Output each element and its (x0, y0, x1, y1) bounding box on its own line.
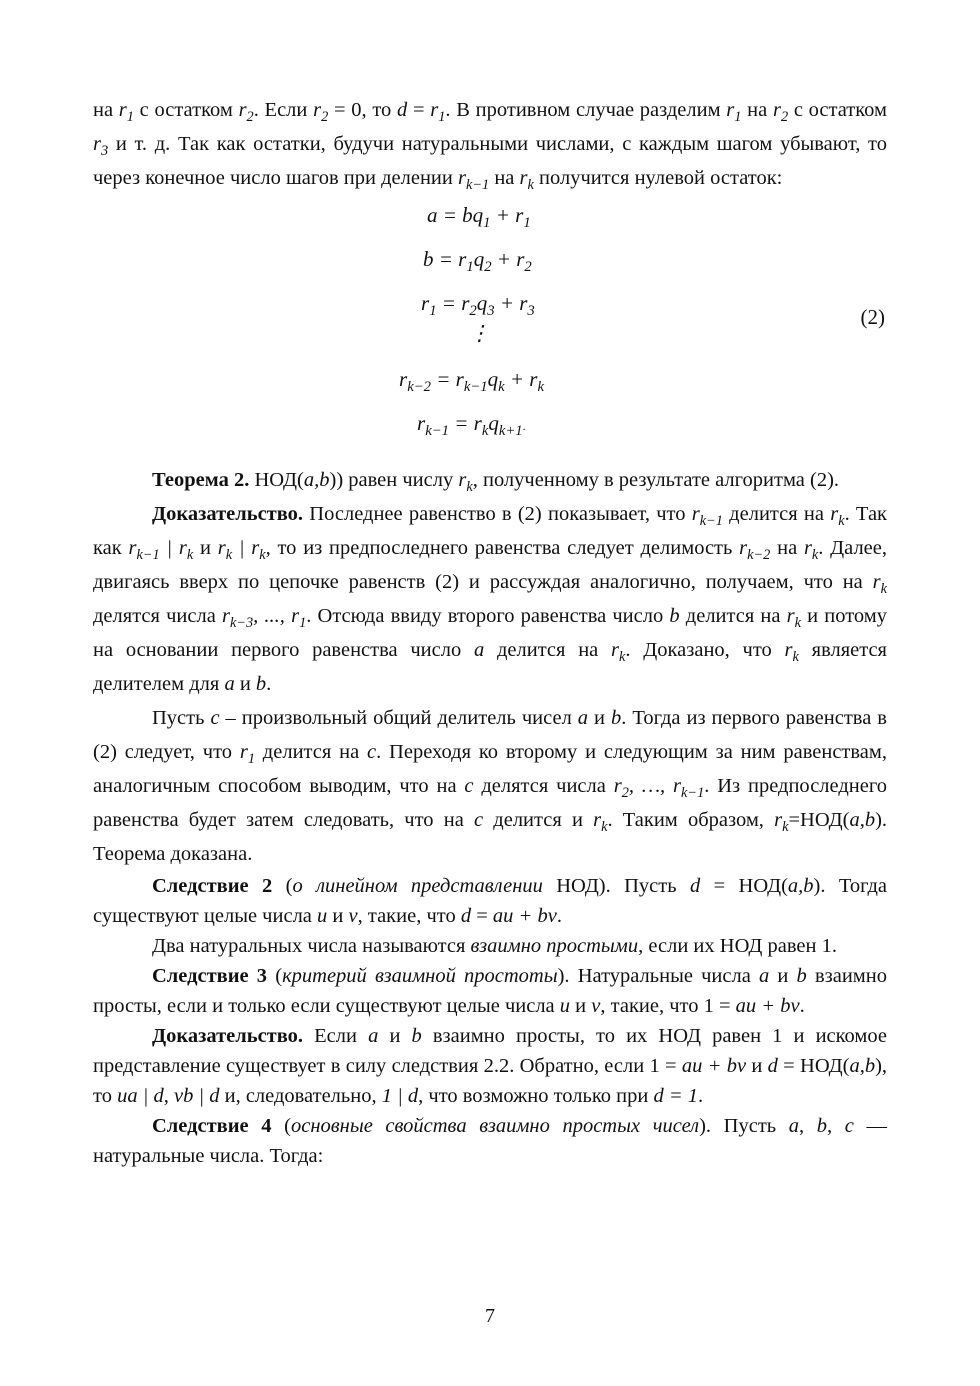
vertical-ellipsis: ⋮ (469, 321, 490, 345)
page-content (93, 93, 887, 1171)
equation-4: $r_{k-2} = r_{k-1}q_k + r_k$ (399, 367, 544, 395)
equation-1: $a = bq_1 + r_1$ (427, 203, 531, 231)
corollary-2: Следствие 2 (о линейном представлении НОД). Пусть d = НОД(a,b). Тогда существуют целые числа u и v, такие, что d = au + bv. (93, 875, 888, 927)
corollary-3: Следствие 3 (критерий взаимной простоты). Натуральные числа a и b взаимно просты, если и только если существуют целые числа u и v, такие, что 1 = au + bv. (93, 965, 887, 1017)
proof-paragraph-1: Доказательство. Последнее равенство в (2) показывает, что $r_{k-1}$ делится на $r_k$. Так как $r_{k-1}$ | $r_k$ и $r_k$ | $r_k$, то из предпоследнего равенства следует делимость $r_{k-2}$ на $r_k$. Далее, двигаясь вверх по цепочке равенств (2) и рассуждая аналогично, получаем, что на $r_k$ делятся числа $r_{k-3}$, ..., $r_1$. Отсюда ввиду второго равенства число b делится на $r_k$ и потому на основании первого равенства число a делится на $r_k$. Доказано, что $r_k$ является делителем для a и b. (93, 503, 887, 695)
equation-system (93, 195, 887, 463)
proof-corollary-3: Доказательство. Если a и b взаимно просты, то их НОД равен 1 и искомое представление существует в силу следствия 2.2. Обратно, если 1 = au + bv и d = НОД(a,b), то ua | d, vb | d и, следовательно, 1 | d, что возможно только при d = 1. (93, 1025, 888, 1107)
theorem-2: Теорема 2. НОД(a,b)) равен числу $r_k$, полученному в результате алгоритма (2). (152, 469, 840, 495)
proof-paragraph-2: Пусть c – произвольный общий делитель чисел a и b. Тогда из первого равенства в (2) следует, что $r_1$ делится на c. Переходя ко второму и следующим за ним равенствам, аналогичным способом выводим, что на c делятся числа $r_2$, …, $r_{k-1}$. Из предпоследнего равенства будет затем следовать, что на c делится и $r_k$. Таким образом, $r_k=НОД(a,b)$. Теорема доказана. (93, 707, 888, 865)
corollary-4: Следствие 4 (основные свойства взаимно простых чисел). Пусть a, b, c — натуральные числа. Тогда: (93, 1115, 887, 1167)
equation-5: $r_{k-1} = r_kq_{k+1}$. (417, 411, 526, 439)
intro-paragraph: на $r_1$ с остатком $r_2$. Если $r_2 = 0$, то $d = r_1$. В противном случае разделим $r_1$ на $r_2$ с остатком $r_3$ и т. д. Так как остатки, будучи натуральными числами, с каждым шагом убывают, то через конечное число шагов при делении $r_{k-1}$ на $r_k$ получится нулевой остаток: (93, 99, 888, 193)
equation-number: (2) (860, 305, 885, 329)
equation-3: $r_1 = r_2q_3 + r_3$ (421, 291, 535, 319)
definition-coprime: Два натуральных числа называются взаимно простыми, если их НОД равен 1. (152, 935, 837, 957)
page-number: 7 (485, 1305, 495, 1327)
equation-2: $b = r_1q_2 + r_2$ (423, 247, 532, 275)
